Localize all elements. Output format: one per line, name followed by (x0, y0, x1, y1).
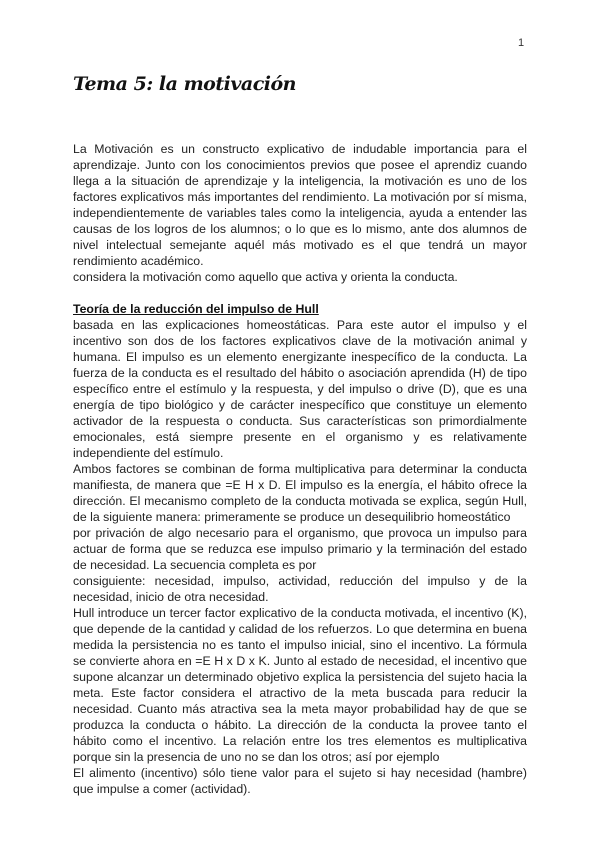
document-body (73, 125, 527, 797)
hull-paragraph-1: basada en las explicaciones homeostáticas. Para este autor el impulso y el incentivo son dos de los factores explicativos clave de la motivación animal y humana. El impulso es un elemento energizante inespecífico de la conducta. La fuerza de la conducta es el resultado del hábito o asociación aprendida (H) de tipo específico entre el estímulo y la respuesta, y del impulso o drive (D), que es una energía de tipo biológico y de carácter inespecífico que constituye un elemento activador de la respuesta o conducta. Sus características son primordialmente emocionales, está siempre presente en el organismo y es relativamente independiente del estímulo. (73, 318, 527, 460)
hull-paragraph-6: El alimento (incentivo) sólo tiene valor para el sujeto si hay necesidad (hambre) que impulse a comer (actividad). (73, 766, 527, 796)
hull-paragraph-5: Hull introduce un tercer factor explicativo de la conducta motivada, el incentivo (K), que depende de la cantidad y calidad de los refuerzos. Lo que determina en buena medida la persistencia no es tanto el impulso inicial, sino el incentivo. La fórmula se convierte ahora en =E H x D x K. Junto al estado de necesidad, el incentivo que supone alcanzar un determinado objetivo explica la persistencia del sujeto hacia la meta. Este factor considera el atractivo de la meta buscada para reducir la necesidad. Cuanto más atractiva sea la meta mayor probabilidad hay de que se produzca la conducta o hábito. La dirección de la conducta la provee tanto el hábito como el incentivo. La relación entre los tres elementos es multiplicativa porque sin la presencia de uno no se dan los otros; así por ejemplo (73, 606, 527, 764)
spacer (73, 125, 527, 141)
document-title: Tema 5: la motivación (73, 73, 296, 95)
hull-paragraph-3: por privación de algo necesario para el organismo, que provoca un impulso para actuar de forma que se reduzca ese impulso primario y la terminación del estado de necesidad. La secuencia completa es por (73, 526, 527, 572)
hull-paragraph-2: Ambos factores se combinan de forma multiplicativa para determinar la conducta manifiesta, de manera que =E H x D. El impulso es la energía, el hábito ofrece la dirección. El mecanismo completo de la conducta motivada se explica, según Hull, de la siguiente manera: primeramente se produce un desequilibrio homeostático (73, 462, 527, 524)
intro-paragraph-1: La Motivación es un constructo explicativo de indudable importancia para el aprendizaje. Junto con los conocimientos previos que posee el aprendiz cuando llega a la situación de aprendizaje y la inteligencia, la motivación es uno de los factores explicativos más importantes del rendimiento. La motivación por sí misma, independientemente de variables tales como la inteligencia, ayuda a entender las causas de los logros de los alumnos; o lo que es lo mismo, ante dos alumnos de nivel intelectual semejante aquél más motivado es el que tendrá un mayor rendimiento académico. (73, 142, 527, 268)
section-heading-hull: Teoría de la reducción del impulso de Hull (73, 302, 319, 316)
intro-paragraph-2: considera la motivación como aquello que activa y orienta la conducta. (73, 270, 458, 284)
hull-paragraph-4: consiguiente: necesidad, impulso, actividad, reducción del impulso y de la necesidad, inicio de otra necesidad. (73, 574, 527, 604)
page-number: 1 (518, 37, 525, 49)
spacer (73, 285, 527, 301)
